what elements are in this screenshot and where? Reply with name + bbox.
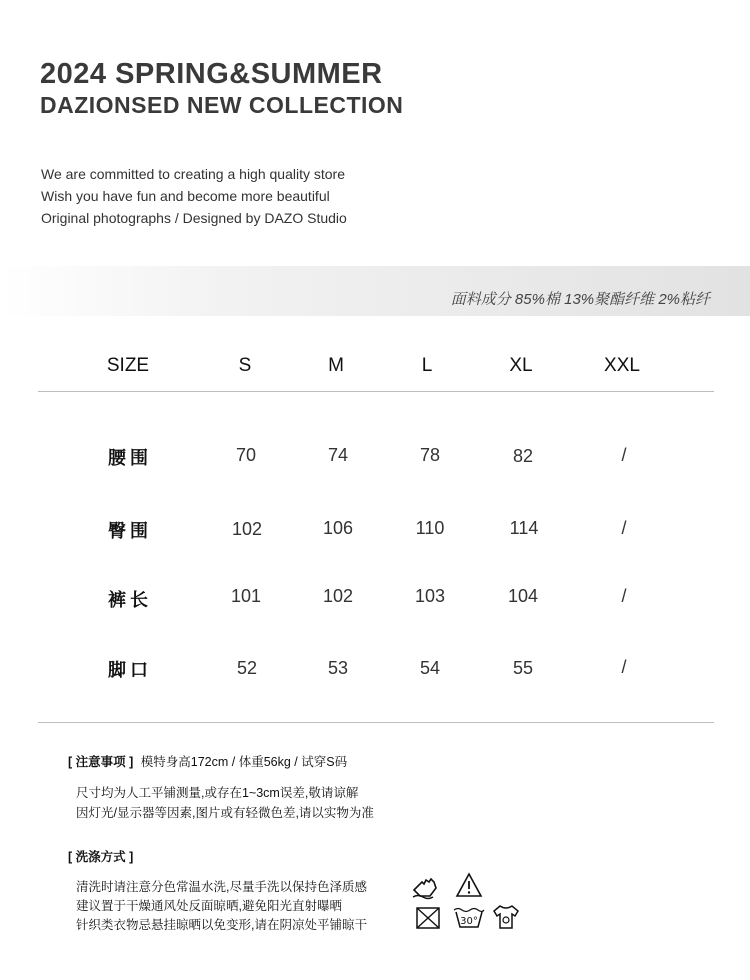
row-label-hip: 臀围 (108, 521, 152, 541)
table-cell: 74 (327, 445, 349, 465)
notes-title: [ 注意事项 ] (68, 755, 134, 769)
shirt-icon (491, 903, 521, 931)
table-top-rule (38, 391, 714, 392)
table-cell: 82 (512, 446, 534, 466)
collection-title: 2024 SPRING&SUMMER (40, 58, 383, 90)
table-cell: / (621, 445, 627, 465)
size-xxl: XXL (604, 355, 640, 376)
table-cell: 102 (322, 586, 354, 606)
fabric-composition: 面料成分 85%棉 13%聚酯纤维 2%粘纤 (450, 291, 710, 308)
table-cell: 106 (322, 518, 354, 538)
table-cell: 110 (415, 518, 445, 538)
row-label-waist: 腰围 (108, 448, 152, 468)
table-cell: / (621, 586, 627, 606)
washing-line-1: 清洗时请注意分色常温水洗,尽量手洗以保持色泽质感 (76, 880, 367, 894)
table-cell: 102 (231, 519, 263, 539)
note-line-2: 因灯光/显示器等因素,图片或有轻微色差,请以实物为准 (76, 806, 374, 820)
tagline-1: We are committed to creating a high quality store (41, 166, 346, 182)
table-cell: 104 (507, 586, 539, 606)
table-cell: / (621, 518, 627, 538)
warning-triangle-icon (455, 872, 483, 898)
table-cell: 52 (236, 658, 258, 678)
table-cell: 55 (512, 658, 534, 678)
tagline-2: Wish you have fun and become more beautiful (41, 188, 330, 204)
table-cell: 78 (419, 445, 441, 465)
row-label-hem: 脚口 (108, 660, 152, 680)
size-s: S (238, 355, 252, 376)
table-cell: 54 (419, 658, 441, 678)
size-header-label: SIZE (106, 355, 150, 376)
size-m: M (328, 355, 344, 376)
size-xl: XL (509, 355, 533, 376)
svg-text:30°: 30° (460, 916, 478, 927)
size-l: L (421, 355, 433, 376)
washing-line-2: 建议置于干燥通风处反面晾晒,避免阳光直射曝晒 (76, 899, 342, 913)
hand-wash-icon (410, 870, 442, 900)
no-tumble-dry-icon (414, 905, 442, 931)
table-cell: 53 (327, 658, 349, 678)
table-cell: 114 (509, 518, 539, 538)
table-cell: / (621, 657, 627, 677)
table-cell: 103 (414, 586, 446, 606)
table-bottom-rule (38, 722, 714, 723)
model-info: 模特身高172cm / 体重56kg / 试穿S码 (140, 755, 348, 769)
table-cell: 70 (235, 445, 257, 465)
notes-line (68, 752, 347, 770)
table-cell: 101 (230, 586, 262, 606)
washing-line-3: 针织类衣物忌悬挂晾晒以免变形,请在阴凉处平铺晾干 (76, 918, 367, 932)
tagline-3: Original photographs / Designed by DAZO Studio (41, 210, 347, 226)
collection-subtitle: DAZIONSED NEW COLLECTION (40, 92, 404, 118)
washing-title: [ 洗涤方式 ] (68, 850, 134, 864)
note-line-1: 尺寸均为人工平铺测量,或存在1~3cm误差,敬请谅解 (76, 786, 359, 800)
wash-30-icon (452, 904, 486, 930)
row-label-length: 裤长 (108, 590, 152, 610)
